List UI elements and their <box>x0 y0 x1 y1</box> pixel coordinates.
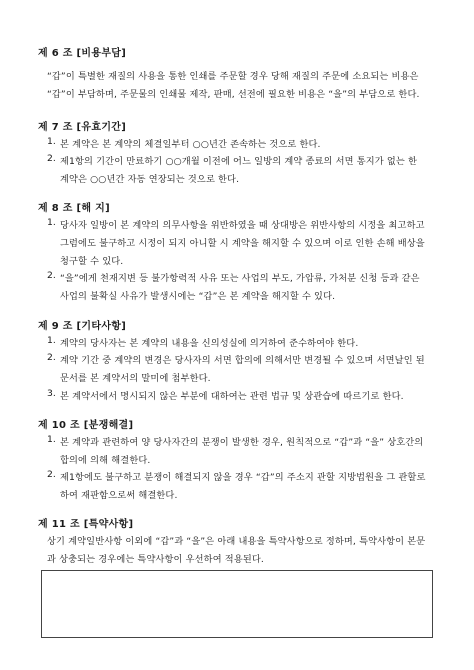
article-10-item-1-line-1: 본 계약과 관련하여 양 당사자간의 분쟁이 발생한 경우, 원칙적으로 “갑”과 “을” 상호간의 <box>60 437 424 448</box>
article-10-item-2-line-2: 하여 재판함으로써 해결한다. <box>60 490 178 501</box>
article-9-item-3-line-1: 본 계약서에서 명시되지 않은 부분에 대하여는 관련 법규 및 상관습에 따르기로 한다. <box>60 391 404 402</box>
article-8-item-1-line-1: 당사자 일방이 본 계약의 의무사항을 위반하였을 때 상대방은 위반사항의 시정을 최고하고 <box>60 220 425 231</box>
article-9-item-2-number: 2. <box>47 352 56 363</box>
article-6-text-line-1: “갑”이 특별한 재질의 사용을 통한 인쇄를 주문할 경우 당해 재질의 주문에 소요되는 비용은 <box>47 71 419 82</box>
article-8-item-2-line-1: “을”에게 천재지변 등 불가항력적 사유 또는 사업의 부도, 가압류, 가처분 신청 등과 같은 <box>60 273 420 284</box>
article-9-item-1-line-1: 계약의 당사자는 본 계약의 내용을 신의성실에 의거하여 준수하여야 한다. <box>60 338 359 349</box>
article-9-item-2-line-2: 문서를 본 계약서의 말미에 첨부한다. <box>60 373 211 384</box>
article-6-text-line-2: “갑”이 부담하며, 주문물의 인쇄물 제작, 판매, 선전에 필요한 비용은 “을”의 부담으로 한다. <box>47 89 420 100</box>
article-11-text-line-1: 상기 계약일반사항 이외에 “갑”과 “을”은 아래 내용을 특약사항으로 정하며, 특약사항이 본문 <box>47 536 426 547</box>
article-8-item-2-line-2: 사업의 불확실 사유가 발생시에는 “갑”은 본 계약을 해지할 수 있다. <box>60 291 336 302</box>
special-terms-box[interactable] <box>41 570 433 638</box>
article-8-item-2-number: 2. <box>47 270 56 281</box>
article-11-text-line-2: 과 상충되는 경우에는 특약사항이 우선하여 적용된다. <box>47 554 264 565</box>
article-7-item-2-line-1: 제1항의 기간이 만료하기 ○○개월 이전에 어느 일방의 계약 종료의 서면 통지가 없는 한 <box>60 156 418 167</box>
article-8-heading: 제 8 조 [해 지] <box>38 203 110 214</box>
article-8-item-1-line-3: 청구할 수 있다. <box>60 256 124 267</box>
article-6-heading: 제 6 조 [비용부담] <box>38 48 127 59</box>
article-10-item-2-number: 2. <box>47 469 56 480</box>
article-11-heading: 제 11 조 [특약사항] <box>38 519 134 530</box>
article-7-heading: 제 7 조 [유효기간] <box>38 122 127 133</box>
article-10-heading: 제 10 조 [분쟁해결] <box>38 420 134 431</box>
article-7-item-2-number: 2. <box>47 153 56 164</box>
article-10-item-1-number: 1. <box>47 434 56 445</box>
article-8-item-1-line-2: 그럼에도 불구하고 시정이 되지 아니할 시 계약을 해지할 수 있으며 이로 인한 손해 배상을 <box>60 238 425 249</box>
article-9-item-3-number: 3. <box>47 388 56 399</box>
article-9-item-2-line-1: 계약 기간 중 계약의 변경은 당사자의 서면 합의에 의해서만 변경될 수 있으며 서면날인 된 <box>60 355 425 366</box>
article-9-item-1-number: 1. <box>47 335 56 346</box>
article-9-heading: 제 9 조 [기타사항] <box>38 321 127 332</box>
article-10-item-1-line-2: 합의에 의해 해결한다. <box>60 455 151 466</box>
article-7-item-2-line-2: 계약은 ○○년간 자동 연장되는 것으로 한다. <box>60 174 240 185</box>
article-7-item-1-line-1: 본 계약은 본 계약의 체결일부터 ○○년간 존속하는 것으로 한다. <box>60 139 321 150</box>
article-8-item-1-number: 1. <box>47 217 56 228</box>
article-10-item-2-line-1: 제1항에도 불구하고 분쟁이 해결되지 않을 경우 “갑”의 주소지 관할 지방법원을 그 관할로 <box>60 472 426 483</box>
article-7-item-1-number: 1. <box>47 136 56 147</box>
